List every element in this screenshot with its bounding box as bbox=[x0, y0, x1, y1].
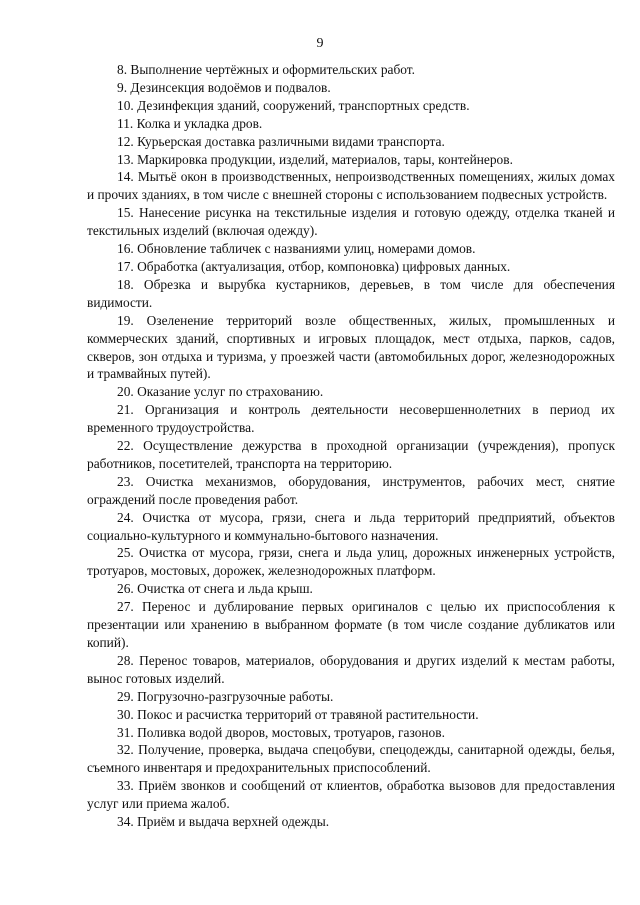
list-item: 17. Обработка (актуализация, отбор, компоновка) цифровых данных. bbox=[117, 258, 511, 274]
list-item: 11. Колка и укладка дров. bbox=[117, 115, 263, 131]
list-item: 25. Очистка от мусора, грязи, снега и льда улиц, дорожных инженерных устройств, тротуаров, мостовых, дорожек, железнодорожных платформ. bbox=[87, 545, 615, 579]
list-item: 29. Погрузочно-разгрузочные работы. bbox=[117, 688, 334, 704]
list-item: 30. Покос и расчистка территорий от травяной растительности. bbox=[117, 706, 479, 722]
list-item: 8. Выполнение чертёжных и оформительских работ. bbox=[117, 62, 415, 77]
list-item: 14. Мытьё окон в производственных, непроизводственных помещениях, жилых домах и прочих зданиях, в том числе с внешней стороны с использованием подвесных устройств. bbox=[87, 169, 615, 203]
list-item: 19. Озеленение территорий возле общественных, жилых, промышленных и коммерческих зданий, спортивных и игровых площадок, мест отдыха, парков, садов, скверов, зон отдыха и туризма, у проезжей части (автомобильных дорог, железнодорожных и трамвайных путей). bbox=[87, 312, 615, 382]
list-item: 34. Приём и выдача верхней одежды. bbox=[117, 814, 330, 830]
list-item: 31. Поливка водой дворов, мостовых, тротуаров, газонов. bbox=[117, 724, 445, 740]
list-item: 23. Очистка механизмов, оборудования, инструментов, рабочих мест, снятие ограждений после проведения работ. bbox=[87, 473, 615, 507]
list-item: 16. Обновление табличек с названиями улиц, номерами домов. bbox=[117, 241, 476, 257]
list-item: 12. Курьерская доставка различными видами транспорта. bbox=[117, 133, 445, 149]
list-item: 22. Осуществление дежурства в проходной организации (учреждения), пропуск работников, посетителей, транспорта на территорию. bbox=[87, 438, 615, 471]
list-item: 27. Перенос и дублирование первых оригиналов с целью их приспособления к презентации или хранению в выбранном формате (в том числе создание дубликатов или копий). bbox=[87, 599, 615, 650]
list-item: 15. Нанесение рисунка на текстильные изделия и готовую одежду, отделка тканей и текстильных изделий (включая одежду). bbox=[87, 205, 615, 239]
list-item: 21. Организация и контроль деятельности несовершеннолетних в период их временного трудоустройства. bbox=[87, 402, 615, 436]
list-item: 13. Маркировка продукции, изделий, материалов, тары, контейнеров. bbox=[117, 151, 513, 167]
list-item: 10. Дезинфекция зданий, сооружений, транспортных средств. bbox=[117, 97, 470, 113]
list-item: 26. Очистка от снега и льда крыш. bbox=[117, 581, 313, 597]
document-body bbox=[87, 61, 615, 831]
list-item: 28. Перенос товаров, материалов, оборудования и других изделий к местам работы, вынос готовых изделий. bbox=[87, 652, 615, 686]
list-item: 20. Оказание услуг по страхованию. bbox=[117, 384, 324, 400]
list-item: 9. Дезинсекция водоёмов и подвалов. bbox=[117, 79, 331, 95]
list-item: 18. Обрезка и вырубка кустарников, деревьев, в том числе для обеспечения видимости. bbox=[87, 276, 615, 310]
page-number: 9 bbox=[316, 36, 324, 51]
list-item: 33. Приём звонков и сообщений от клиентов, обработка вызовов для предоставления услуг или приема жалоб. bbox=[87, 778, 615, 812]
list-item: 24. Очистка от мусора, грязи, снега и льда территорий предприятий, объектов социально-культурного и коммунально-бытового назначения. bbox=[87, 509, 615, 543]
list-item: 32. Получение, проверка, выдача спецобуви, спецодежды, санитарной одежды, белья, съемного инвентаря и предохранительных приспособлений. bbox=[87, 742, 615, 776]
